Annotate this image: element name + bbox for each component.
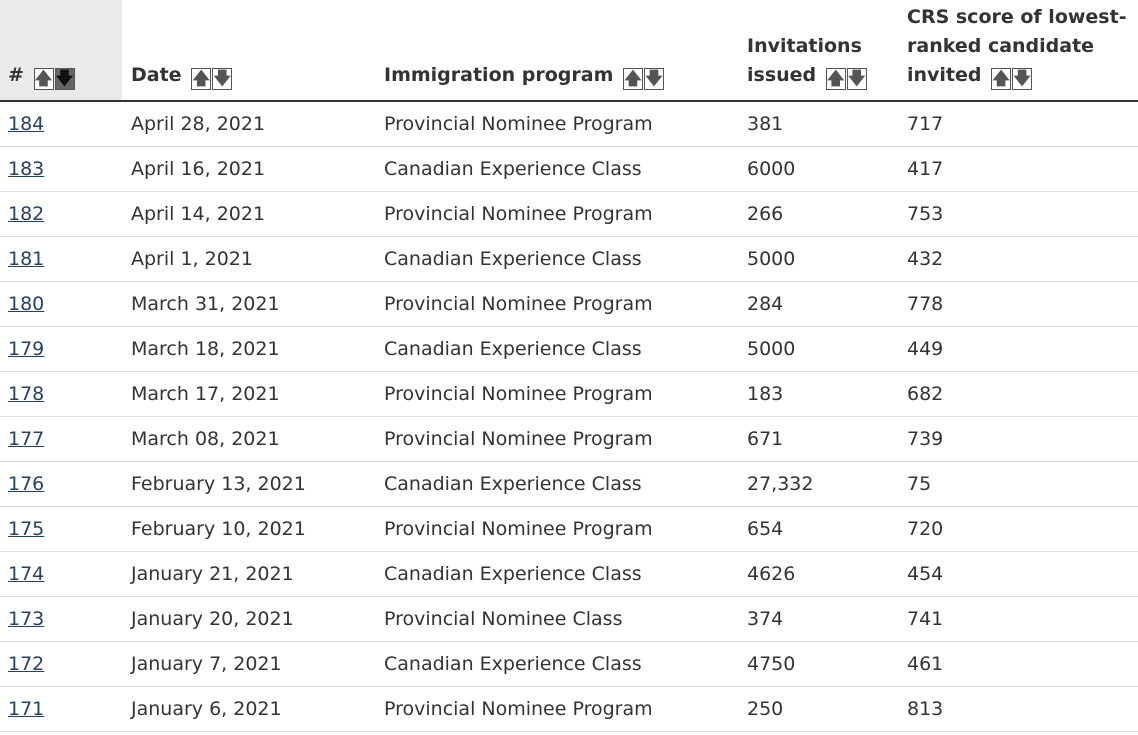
- round-number-link[interactable]: 174: [8, 562, 45, 585]
- date-cell: January 20, 2021: [122, 596, 376, 641]
- table-row: [0, 326, 1138, 371]
- invitations-cell: 183: [739, 371, 899, 416]
- round-number-link[interactable]: 181: [8, 247, 45, 270]
- program-cell: Provincial Nominee Program: [376, 281, 739, 326]
- round-number-link[interactable]: 176: [8, 472, 45, 495]
- invitations-cell: 374: [739, 596, 899, 641]
- invitations-cell: 284: [739, 281, 899, 326]
- header-program-label: Immigration program: [384, 63, 614, 86]
- header-date-label: Date: [131, 63, 182, 86]
- header-crs-line3: invited: [907, 63, 982, 86]
- crs-cell: 417: [899, 146, 1138, 191]
- sort-descending-icon[interactable]: 🡇: [848, 68, 866, 89]
- header-invitations-line2: issued: [747, 63, 817, 86]
- table-row: [0, 416, 1138, 461]
- table-row: [0, 461, 1138, 506]
- program-cell: Provincial Nominee Program: [376, 101, 739, 146]
- round-number-link[interactable]: 184: [8, 112, 45, 135]
- sort-ascending-icon[interactable]: 🡅: [192, 68, 210, 89]
- round-number-link[interactable]: 179: [8, 337, 45, 360]
- date-cell: March 17, 2021: [122, 371, 376, 416]
- sort-descending-icon[interactable]: 🡇: [1013, 68, 1031, 89]
- round-number-link[interactable]: 182: [8, 202, 45, 225]
- invitations-cell: 381: [739, 101, 899, 146]
- program-cell: Provincial Nominee Program: [376, 506, 739, 551]
- invitations-cell: 671: [739, 416, 899, 461]
- program-cell: Canadian Experience Class: [376, 236, 739, 281]
- sort-ascending-icon[interactable]: 🡅: [624, 68, 642, 89]
- invitations-cell: 27,332: [739, 461, 899, 506]
- date-cell: February 13, 2021: [122, 461, 376, 506]
- program-cell: Canadian Experience Class: [376, 326, 739, 371]
- invitations-cell: 4750: [739, 641, 899, 686]
- program-cell: Canadian Experience Class: [376, 461, 739, 506]
- round-number-link[interactable]: 173: [8, 607, 45, 630]
- program-cell: Provincial Nominee Program: [376, 191, 739, 236]
- date-cell: January 6, 2021: [122, 686, 376, 731]
- date-cell: March 18, 2021: [122, 326, 376, 371]
- crs-cell: 778: [899, 281, 1138, 326]
- invitations-cell: 5000: [739, 236, 899, 281]
- header-date[interactable]: [122, 0, 376, 101]
- crs-cell: 720: [899, 506, 1138, 551]
- date-cell: April 14, 2021: [122, 191, 376, 236]
- crs-cell: 717: [899, 101, 1138, 146]
- date-cell: March 31, 2021: [122, 281, 376, 326]
- program-cell: Provincial Nominee Program: [376, 686, 739, 731]
- date-cell: April 1, 2021: [122, 236, 376, 281]
- round-number-link[interactable]: 178: [8, 382, 45, 405]
- header-invitations-line1: Invitations: [747, 34, 862, 57]
- crs-cell: 753: [899, 191, 1138, 236]
- crs-cell: 449: [899, 326, 1138, 371]
- invitations-cell: 654: [739, 506, 899, 551]
- round-number-link[interactable]: 175: [8, 517, 45, 540]
- date-cell: April 28, 2021: [122, 101, 376, 146]
- table-header: [0, 0, 1138, 101]
- table-row: [0, 596, 1138, 641]
- date-cell: March 08, 2021: [122, 416, 376, 461]
- table-body: [0, 101, 1138, 731]
- header-invitations[interactable]: [739, 0, 899, 101]
- round-number-link[interactable]: 180: [8, 292, 45, 315]
- table-row: [0, 101, 1138, 146]
- table-row: [0, 146, 1138, 191]
- header-program[interactable]: [376, 0, 739, 101]
- crs-cell: 461: [899, 641, 1138, 686]
- round-number-link[interactable]: 172: [8, 652, 45, 675]
- header-crs-line1: CRS score of lowest-: [907, 5, 1127, 28]
- round-number-link[interactable]: 171: [8, 697, 45, 720]
- date-cell: April 16, 2021: [122, 146, 376, 191]
- date-cell: January 7, 2021: [122, 641, 376, 686]
- round-number-link[interactable]: 177: [8, 427, 45, 450]
- table-row: [0, 371, 1138, 416]
- table-row: [0, 641, 1138, 686]
- crs-cell: 682: [899, 371, 1138, 416]
- table-row: [0, 686, 1138, 731]
- program-cell: Provincial Nominee Class: [376, 596, 739, 641]
- date-cell: January 21, 2021: [122, 551, 376, 596]
- program-cell: Canadian Experience Class: [376, 146, 739, 191]
- program-cell: Canadian Experience Class: [376, 641, 739, 686]
- crs-cell: 75: [899, 461, 1138, 506]
- invitations-cell: 250: [739, 686, 899, 731]
- table-row: [0, 551, 1138, 596]
- header-crs-line2: ranked candidate: [907, 34, 1095, 57]
- round-number-link[interactable]: 183: [8, 157, 45, 180]
- invitations-cell: 5000: [739, 326, 899, 371]
- crs-cell: 813: [899, 686, 1138, 731]
- table-row: [0, 236, 1138, 281]
- header-num[interactable]: [0, 0, 122, 101]
- invitations-cell: 266: [739, 191, 899, 236]
- date-cell: February 10, 2021: [122, 506, 376, 551]
- crs-cell: 454: [899, 551, 1138, 596]
- program-cell: Canadian Experience Class: [376, 551, 739, 596]
- invitations-cell: 6000: [739, 146, 899, 191]
- header-num-label: #: [8, 63, 24, 86]
- crs-cell: 739: [899, 416, 1138, 461]
- program-cell: Provincial Nominee Program: [376, 371, 739, 416]
- table-row: [0, 506, 1138, 551]
- table-row: [0, 281, 1138, 326]
- sort-ascending-icon[interactable]: 🡅: [992, 68, 1010, 89]
- sort-descending-icon[interactable]: 🡇: [645, 68, 663, 89]
- crs-cell: 741: [899, 596, 1138, 641]
- header-crs[interactable]: [899, 0, 1138, 101]
- sort-ascending-icon[interactable]: 🡅: [34, 68, 53, 89]
- sort-descending-icon[interactable]: 🡇: [213, 68, 231, 89]
- sort-ascending-icon[interactable]: 🡅: [827, 68, 845, 89]
- program-cell: Provincial Nominee Program: [376, 416, 739, 461]
- crs-cell: 432: [899, 236, 1138, 281]
- sort-descending-icon[interactable]: 🡇: [55, 68, 74, 89]
- table-row: [0, 191, 1138, 236]
- invitations-cell: 4626: [739, 551, 899, 596]
